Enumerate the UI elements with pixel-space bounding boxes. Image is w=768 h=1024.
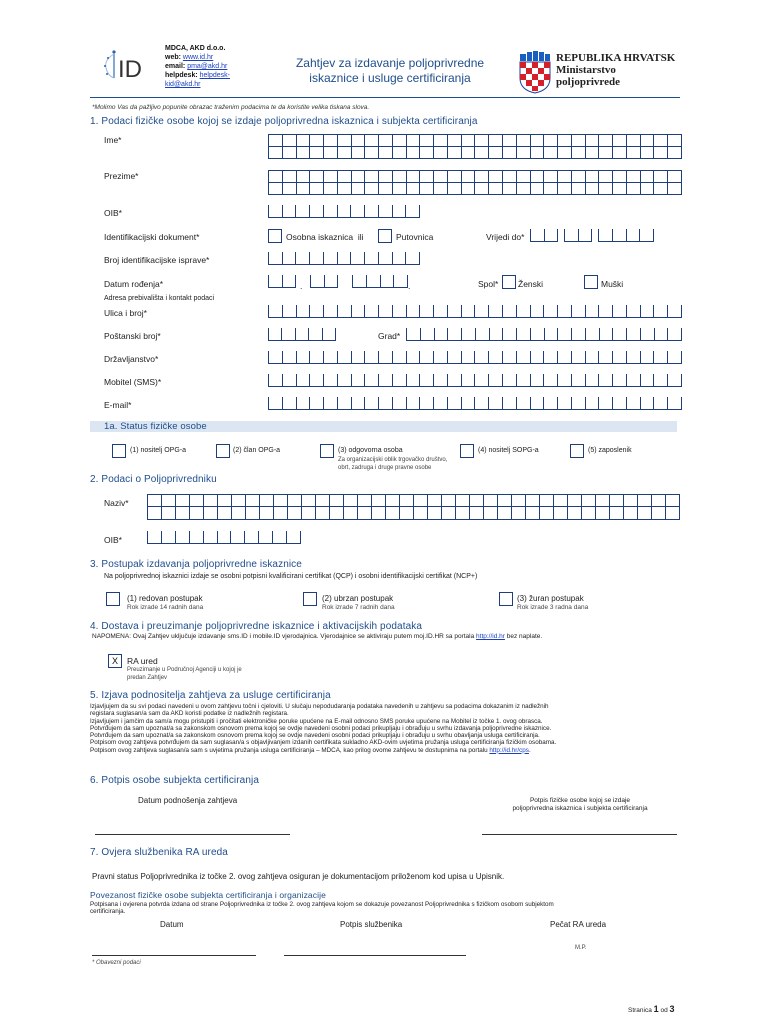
vrijedi-do-day[interactable] <box>530 229 558 242</box>
redovan-sub: Rok izrade 14 radnih dana <box>127 604 204 611</box>
section-7-subtitle: Povezanost fizičke osobe subjekta certificiranja i organizacije <box>90 890 326 900</box>
email-input[interactable] <box>268 397 682 410</box>
header-divider <box>90 97 680 98</box>
izjava-line-5: Potvrđujem da sam upoznat/a sa zakonskom osnovom prema kojoj se ovdje navedeni osobni podaci prikupljaju i obrađuju u svrhu obavljanja usluga certificiranja. <box>90 732 540 740</box>
form-title <box>280 56 500 86</box>
label-mobitel: Mobitel (SMS)* <box>104 377 162 387</box>
datum-ra-line[interactable] <box>92 955 256 956</box>
checkbox-osobna-iskaznica[interactable] <box>268 229 282 243</box>
postanski-input[interactable] <box>268 328 336 341</box>
label-muski: Muški <box>601 279 624 289</box>
izjava-line-7: Potpisom ovog zahtjeva suglasan/a sam s uvjetima pružanja usluga certificiranja – MDCA, kao prilog ovome zahtjevu te dostupnima na portalu <box>90 746 488 754</box>
zuran-sub: Rok izrade 3 radna dana <box>517 604 589 611</box>
status-3-note-2: obrt, zadruga i druge pravne osobe <box>338 465 432 471</box>
checkbox-redovan[interactable] <box>106 592 120 606</box>
web-label: web: <box>165 54 181 61</box>
label-status-1: (1) nositelj OPG-a <box>130 447 187 454</box>
label-spol: Spol* <box>478 279 499 289</box>
section-4-note <box>92 633 542 640</box>
ulica-input[interactable] <box>268 305 682 318</box>
osobna-text: Osobna iskaznica <box>286 232 354 242</box>
label-prezime: Prezime* <box>104 171 139 181</box>
label-ulica: Ulica i broj* <box>104 308 147 318</box>
label-grad: Grad* <box>378 331 401 341</box>
label-datum: Datum <box>160 920 184 929</box>
label-zuran: (3) žuran postupak <box>517 594 584 603</box>
potpis-sluzbenika-line[interactable] <box>284 955 466 956</box>
label-osobna-iskaznica <box>286 232 364 242</box>
checkbox-ra-ured[interactable] <box>108 654 122 668</box>
label-putovnica: Putovnica <box>396 232 434 242</box>
checkbox-zuran[interactable] <box>499 592 513 606</box>
label-naziv: Naziv* <box>104 498 129 508</box>
mandatory-note: * Obavezni podaci <box>92 960 141 966</box>
page-label: Stranica <box>628 1007 652 1014</box>
naziv-input-row-1[interactable] <box>147 494 680 507</box>
ministry-crest <box>518 50 552 94</box>
section-3-note: Na poljoprivrednoj iskaznici izdaje se osobni potpisni kvalificirani certifikat (QCP) i osobni identifikacijski certifikat (NCP+) <box>104 573 478 580</box>
company-block <box>165 44 230 89</box>
helpdesk-link-2[interactable]: kid@akd.hr <box>165 81 201 88</box>
section-2-title: 2. Podaci o Poljoprivredniku <box>90 474 217 485</box>
datum-rodjenja-month[interactable] <box>310 275 338 288</box>
prezime-input-row-2[interactable] <box>268 182 682 195</box>
ubrzan-sub: Rok izrade 7 radnih dana <box>322 604 395 611</box>
ra-ured-checkmark: X <box>111 656 118 666</box>
izjava-line-6: Potpisom ovog zahtjeva potvrđujem da sam suglasan/a s objavljivanjem izdanih certifikata sukladno AKD-ovim uvjetima pružanja usluga certificiranja fizičkim osobama. <box>90 739 557 747</box>
date-separator: . <box>300 281 303 291</box>
ra-ured-sub-1: Preuzimanje u Područnoj Agenciji u kojoj je <box>127 667 242 673</box>
ra-ured-sub-2: predan Zahtjev <box>127 675 168 681</box>
checkbox-status-3[interactable] <box>320 444 334 458</box>
email-link[interactable]: pma@akd.hr <box>187 63 228 70</box>
potpis-label <box>480 797 680 813</box>
povezanost-line-2: certificiranja. <box>90 908 126 916</box>
section-5-title: 5. Izjava podnositelja zahtjeva za usluge certificiranja <box>90 690 331 701</box>
cps-link[interactable]: http://id.hr/cps <box>489 746 529 754</box>
page-indicator <box>628 1004 675 1014</box>
datum-signature-line[interactable] <box>95 834 290 835</box>
potpis-label-line-1: Potpis fizičke osobe kojoj se izdaje <box>529 797 631 804</box>
label-redovan: (1) redovan postupak <box>127 594 203 603</box>
label-zenski: Ženski <box>518 279 544 289</box>
povezanost-line-1: Potpisana i ovjerena potvrda izdana od strane Poljoprivrednika iz točke 2. ovog zahtjeva kojom se dokazuje povezanost Poljoprivrednika s fizičkom osobom subjektom <box>90 901 554 908</box>
broj-isprave-input[interactable] <box>268 252 420 265</box>
ministry-line-3: poljoprivrede <box>556 76 620 88</box>
section-4-title: 4. Dostava i preuzimanje poljoprivredne iskaznice i aktivacijskih podataka <box>90 621 423 632</box>
label-ime: Ime* <box>104 135 122 145</box>
ministry-line-1: REPUBLIKA HRVATSK <box>556 52 676 64</box>
page-of-label: od <box>660 1007 668 1014</box>
label-status-2: (2) član OPG-a <box>233 447 281 454</box>
napomena-tail: bez naplate. <box>506 633 543 640</box>
izjava-line-3: Izjavljujem i jamčim da sam/a mogu pristupiti i pročitati elektroničke poruke upućene na E-mail odnosno SMS poruke upućene na Mobitel iz točke 1. ovog obrasca. <box>90 717 543 725</box>
izjava-line-4: Potvrđujem da sam upoznat/a sa zakonskom osnovom prema kojoj se ovdje navedeni osobni podaci prikupljaju i obrađuju u svrhu izdavanja poljoprivredne iskaznice. <box>90 724 552 732</box>
label-status-5: (5) zaposlenik <box>588 447 632 454</box>
ministry-text <box>556 52 675 88</box>
drzavljanstvo-input[interactable] <box>268 351 682 364</box>
label-drzavljanstvo: Državljanstvo* <box>104 354 159 364</box>
logo <box>100 46 148 86</box>
label-oib-2: OIB* <box>104 535 122 545</box>
vrijedi-do-year[interactable] <box>598 229 654 242</box>
label-id-document: Identifikacijski dokument* <box>104 232 200 242</box>
ministry-line-2: Ministarstvo <box>556 64 616 76</box>
izjava-line-2: registara suglasan/a sam da AKD koristi podatke iz nadležnih registara. <box>90 710 289 718</box>
page-total: 3 <box>669 1004 675 1014</box>
potpis-signature-line[interactable] <box>482 834 677 835</box>
napomena-text: NAPOMENA: Ovaj Zahtjev uključuje izdavanje sms.ID i mobile.ID vjerodajnica. Vjerodajnice se aktiviraju putem moj.ID.HR sa portala <box>92 633 475 640</box>
datum-rodjenja-day[interactable] <box>268 275 296 288</box>
grad-input[interactable] <box>406 328 682 341</box>
label-ra-ured: RA ured <box>127 656 158 666</box>
label-email: E-mail* <box>104 400 132 410</box>
page-number: 1 <box>653 1004 659 1014</box>
status-3-note-1: Za organizacijski oblik trgovačko društvo, <box>338 457 448 463</box>
vrijedi-do-month[interactable] <box>564 229 592 242</box>
label-postanski: Poštanski broj* <box>104 331 161 341</box>
section-7-text: Pravni status Poljoprivrednika iz točke 2. ovog zahtjeva osiguran je dokumentacijom priloženom kod upisa u Upisnik. <box>92 872 505 881</box>
checkbox-status-1[interactable] <box>112 444 126 458</box>
datum-rodjenja-year[interactable] <box>352 275 408 288</box>
label-potpis-sluzbenika: Potpis službenika <box>340 920 403 929</box>
web-link[interactable]: www.id.hr <box>182 54 214 61</box>
checkbox-ubrzan[interactable] <box>303 592 317 606</box>
section-6-title: 6. Potpis osobe subjekta certificiranja <box>90 775 259 786</box>
label-vrijedi-do: Vrijedi do* <box>486 232 525 242</box>
label-oib: OIB* <box>104 208 122 218</box>
checkbox-zenski[interactable] <box>502 275 516 289</box>
section-3-title: 3. Postupak izdavanja poljoprivredne iskaznice <box>90 559 302 570</box>
adresa-note: Adresa prebivališta i kontakt podaci <box>104 295 215 302</box>
checkbox-status-4[interactable] <box>460 444 474 458</box>
date-separator-end: . <box>408 281 411 291</box>
label-pecat: Pečat RA ureda <box>550 920 607 929</box>
title-line-1: Zahtjev za izdavanje poljoprivredne <box>295 56 485 70</box>
izjava-link-tail: . <box>528 746 531 754</box>
mobitel-input[interactable] <box>268 374 682 387</box>
title-line-2: iskaznice i usluge certificiranja <box>309 71 471 85</box>
napomena-link[interactable]: http://id.hr <box>476 633 505 640</box>
checkbox-putovnica[interactable] <box>378 229 392 243</box>
datum-podnosenja-label: Datum podnošenja zahtjeva <box>138 796 238 805</box>
email-label: email: <box>165 63 186 70</box>
label-ubrzan: (2) ubrzan postupak <box>322 594 394 603</box>
ime-input-row-2[interactable] <box>268 146 682 159</box>
section-5-text <box>90 703 690 754</box>
ili-text: ili <box>357 232 364 242</box>
section-1-title: 1. Podaci fizičke osobe kojoj se izdaje poljoprivredna iskaznica i subjekta certificiranja <box>90 116 478 127</box>
helpdesk-label: helpdesk: <box>165 72 198 79</box>
intro-note: *Molimo Vas da pažljivo popunite obrazac traženim podacima te da koristite velika tiskana slova. <box>92 104 370 111</box>
label-status-3: (3) odgovorna osoba <box>338 447 403 454</box>
croatia-coat-of-arms-icon <box>518 50 552 94</box>
label-datum-rodjenja: Datum rođenja* <box>104 279 164 289</box>
logo-text: ID <box>118 56 142 83</box>
label-status-4: (4) nositelj SOPG-a <box>478 447 539 454</box>
potpis-label-line-2: poljoprivredna iskaznica i subjekta certificiranja <box>512 805 648 812</box>
helpdesk-link-1[interactable]: helpdesk- <box>199 72 230 79</box>
checkbox-muski[interactable] <box>584 275 598 289</box>
oib-input[interactable] <box>268 205 420 218</box>
section-7-subtext <box>90 901 690 916</box>
naziv-input-row-2[interactable] <box>147 507 680 520</box>
mp-label: M.P. <box>575 945 587 951</box>
label-broj-isprave: Broj identifikacijske isprave* <box>104 255 210 265</box>
checkbox-status-2[interactable] <box>216 444 230 458</box>
checkbox-status-5[interactable] <box>570 444 584 458</box>
company-name: MDCA, AKD d.o.o. <box>165 45 226 52</box>
oib-poljoprivrednik-input[interactable] <box>147 531 301 544</box>
section-1a-title: 1a. Status fizičke osobe <box>104 421 207 432</box>
izjava-line-1: Izjavljujem da su svi podaci navedeni u ovom zahtjevu točni i cjeloviti. U slučaju nepodudaranja podataka navedenih u zahtjevu sa podacima dokazanim iz nadležnih <box>90 703 549 710</box>
section-7-title: 7. Ovjera službenika RA ureda <box>90 847 228 858</box>
